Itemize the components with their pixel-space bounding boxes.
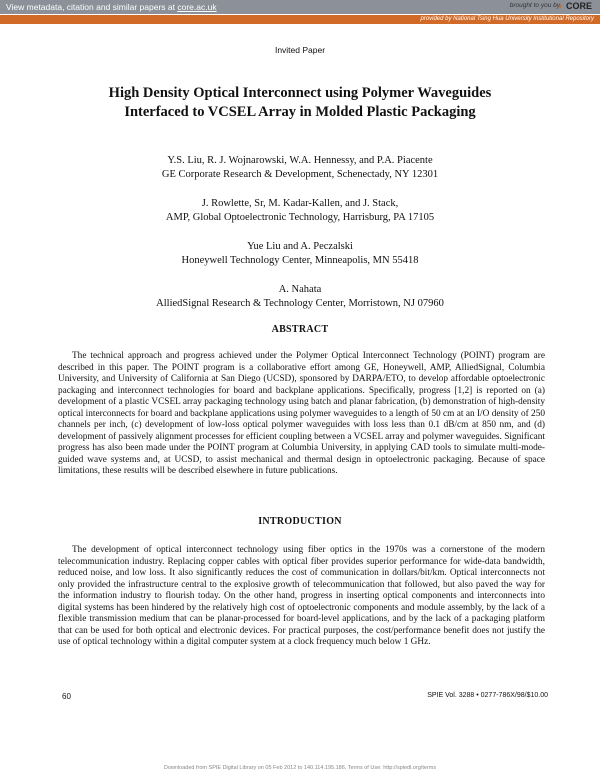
author-affiliation: GE Corporate Research & Development, Schenectady, NY 12301 xyxy=(161,169,439,180)
author-names: Y.S. Liu, R. J. Wojnarowski, W.A. Hennessy, and P.A. Piacente xyxy=(167,155,433,166)
author-group xyxy=(0,283,600,311)
provided-by-text: provided by National Tsing Hua University Institutional Repository xyxy=(420,16,594,22)
spie-volume-id: SPIE Vol. 3288 • 0277-786X/98/$10.00 xyxy=(427,692,548,699)
introduction-text: The development of optical interconnect technology using fiber optics in the 1970s was a cornerstone of the modern telecommunication industry. Replacing copper cables with optical fiber provides superior performance for wide-data bandwidth, reduced noise, and low loss. It also significantly reduces the cost of communication in dollars/bit/km. Optical interconnects not only provided the infrastructure central to the explosive growth of telecommunication that followed, but also paved the way for the information industry to flourish today. On the other hand, progress in inserting optical components and interconnects into digital systems has been hindered by the relatively high cost of optoelectronic components and module assembly, by the lack of a flexible transmission medium that can be planar-processed for board-level applications, and by the lack of a packaging platform that can be used for both optical and electronic devices. For practical purposes, the cost/performance benefit does not justify the use of optical technology within a digital computer system at a clock frequency much below 1 GHz. xyxy=(58,545,545,647)
title-line-1: High Density Optical Interconnect using Polymer Waveguides xyxy=(108,85,492,101)
download-footer[interactable]: Downloaded from SPIE Digital Library on 05 Feb 2012 to 140.114.195.186. Terms of Use: http://spiedl.org/terms xyxy=(163,765,437,771)
paper-title xyxy=(0,84,600,122)
author-affiliation: Honeywell Technology Center, Minneapolis, MN 55418 xyxy=(181,255,419,266)
author-group xyxy=(0,240,600,268)
provider-bar xyxy=(0,15,600,24)
brought-by-text: brought to you by xyxy=(509,2,560,9)
author-names: A. Nahata xyxy=(278,284,322,295)
page-number: 60 xyxy=(62,692,71,701)
author-group xyxy=(0,197,600,225)
title-line-2: Interfaced to VCSEL Array in Molded Plastic Packaging xyxy=(124,104,476,120)
author-names: Yue Liu and A. Peczalski xyxy=(247,241,353,252)
introduction-heading: INTRODUCTION xyxy=(258,516,342,527)
core-logo-icon: ◐ xyxy=(558,1,564,11)
author-group xyxy=(0,154,600,182)
abstract-text: The technical approach and progress achieved under the Polymer Optical Interconnect Technology (POINT) program are described in this paper. The POINT program is a collaborative effort among GE, Honeywell, AMP, AlliedSignal, Columbia University, and University of California at San Diego (UCSD), sponsored by DARPA/ETO, to develop affordable optoelectronic packaging and interconnect technologies for board and backplane applications. Specifically, progress [1,2] is reported on (a) development of a plastic VCSEL array packaging technology using batch and planar fabrication, (b) demonstration of high-density optical interconnects for board and backplane applications using polymer waveguides to a length of 50 cm at an I/O density of 250 channels per inch, (c) development of low-loss optical polymer waveguides with loss less than 0.1 dB/cm at 850 nm, and (d) development of passively alignment processes for efficient coupling between a VCSEL array and polymer waveguides. Significant progress has also been made under the POINT program at Columbia University, in applying CAD tools to simulate multi-mode-guided wave systems and, at UCSD, to assist mechanical and thermal design in optoelectronic packaging. Because of space limitations, these results will be described elsewhere in future publications. xyxy=(58,351,545,476)
abstract-heading: ABSTRACT xyxy=(271,324,329,335)
author-affiliation: AMP, Global Optoelectronic Technology, Harrisburg, PA 17105 xyxy=(165,212,435,223)
author-affiliation: AlliedSignal Research & Technology Center, Morristown, NJ 07960 xyxy=(156,298,444,309)
author-names: J. Rowlette, Sr, M. Kadar-Kallen, and J. Stack, xyxy=(201,198,399,209)
core-top-bar xyxy=(0,0,600,14)
core-logo[interactable]: ◐ CORE xyxy=(558,1,592,11)
invited-paper-label: Invited Paper xyxy=(274,45,326,55)
metadata-link-text[interactable]: View metadata, citation and similar papers at core.ac.uk xyxy=(6,2,217,12)
author-list xyxy=(0,154,600,326)
core-link[interactable]: core.ac.uk xyxy=(177,2,217,12)
